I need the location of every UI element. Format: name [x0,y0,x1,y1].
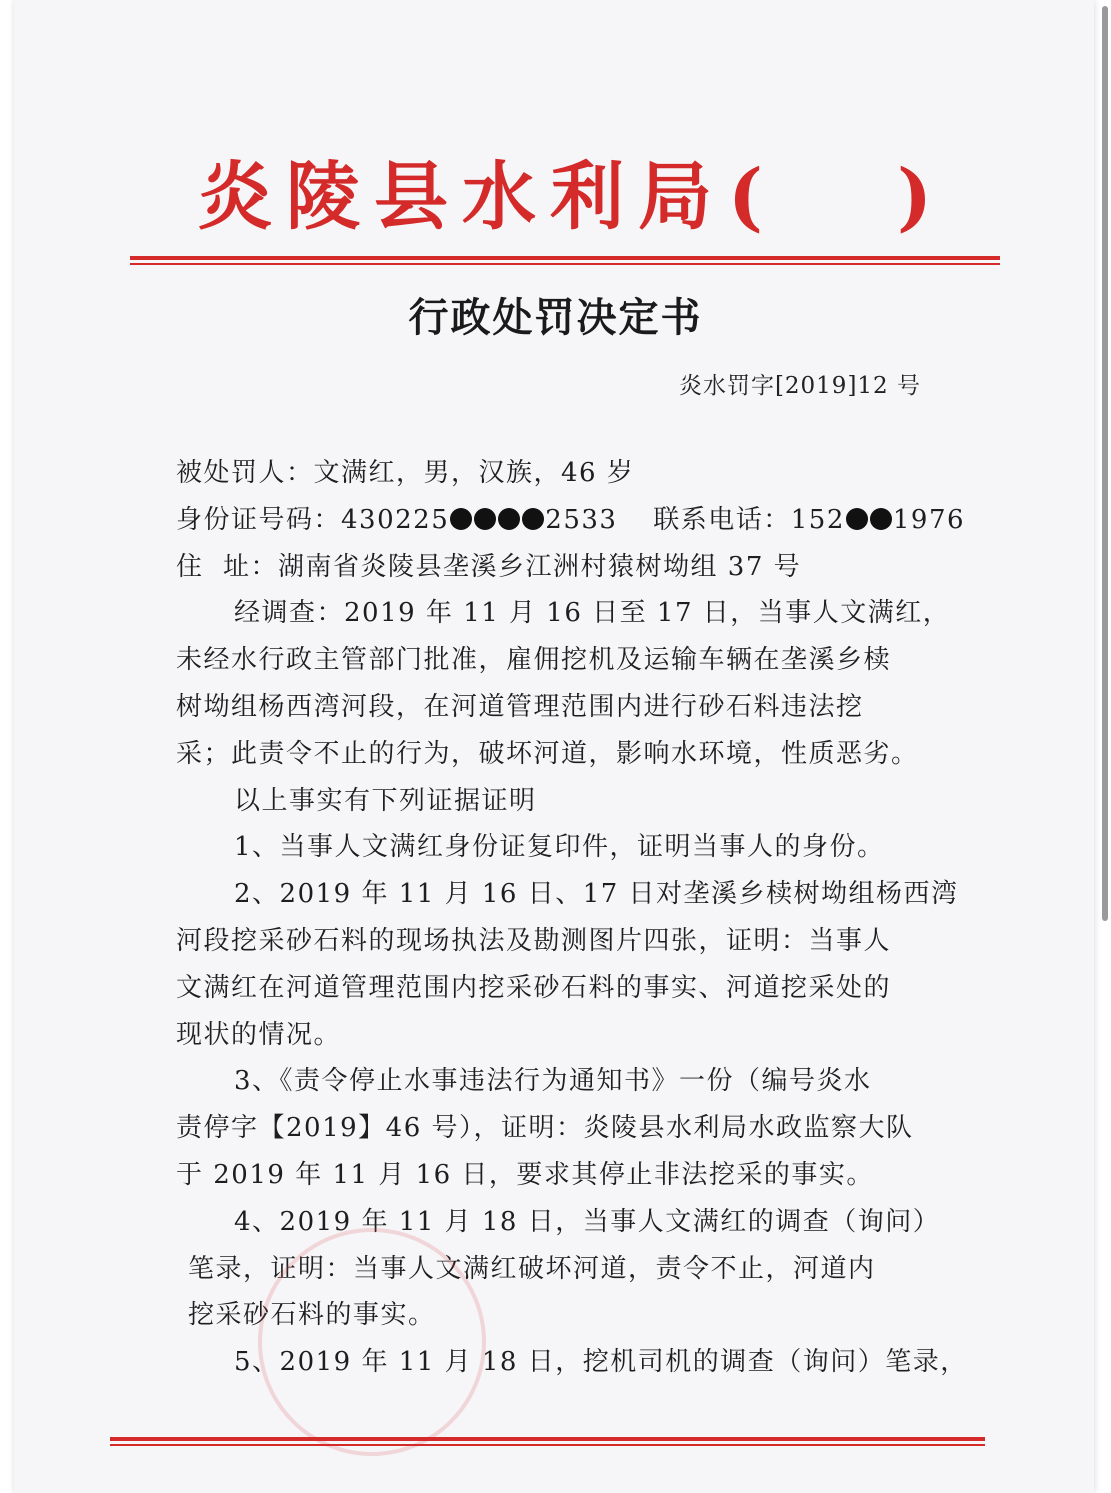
id-prefix: 430225 [341,504,450,535]
evidence-item-line: 河段挖采砂石料的现场执法及勘测图片四张，证明：当事人 [176,925,892,956]
redaction-dot [846,508,868,530]
evidence-item-line: 于 2019 年 11 月 16 日，要求其停止非法挖采的事实。 [176,1159,874,1190]
document-number: 炎水罚字[2019]12 号 [678,373,921,399]
document-body [176,450,968,1386]
footer-rule-thin [110,1444,985,1446]
evidence-item-line: 4、2019 年 11 月 18 日，当事人文满红的调查（询问） [234,1206,941,1237]
paragraph-line: 经调查：2019 年 11 月 16 日至 17 日，当事人文满红， [234,598,951,629]
evidence-item-line: 3、《责令停止水事违法行为通知书》一份（编号炎水 [234,1066,872,1097]
evidence-item-line: 现状的情况。 [176,1019,342,1050]
footer-rule-thick [110,1437,985,1441]
header-rule-thick [130,256,1000,260]
address-line: 住 址：湖南省炎陵县垄溪乡江洲村猿树坳组 37 号 [176,551,802,582]
paragraph-line: 树坳组杨西湾河段，在河道管理范围内进行砂石料违法挖 [176,691,864,722]
redaction-dot [450,508,472,530]
redaction-dot [498,508,520,530]
phone-suffix: 1976 [892,504,966,535]
paragraph-line: 采；此责令不止的行为，破坏河道，影响水环境，性质恶劣。 [176,738,919,769]
party-info-line: 被处罚人：文满红，男，汉族，46 岁 [176,458,635,488]
document-title: 行政处罚决定书 [408,295,703,341]
redaction-dot [522,508,544,530]
id-label: 身份证号码： [176,504,342,535]
phone-label: 联系电话： [653,504,791,535]
header-paren-close: ) [897,154,947,240]
id-phone-line [176,497,966,544]
id-suffix: 2533 [545,504,618,535]
phone-prefix: 152 [790,504,845,535]
evidence-item-line: 挖采砂石料的事实。 [188,1300,436,1331]
paragraph-line: 未经水行政主管部门批准，雇佣挖机及运输车辆在垄溪乡椟 [176,645,892,676]
evidence-item-line: 责停字【2019】46 号），证明：炎陵县水利局水政监察大队 [176,1113,914,1144]
agency-header [198,142,958,252]
scrollbar[interactable] [1102,6,1108,921]
evidence-item-line: 5、2019 年 11 月 18 日，挖机司机的调查（询问）笔录， [234,1347,968,1378]
header-paren-open: ( [728,154,778,240]
agency-name: 炎陵县水利局 [198,154,726,240]
evidence-item-line: 2、2019 年 11 月 16 日、17 日对垄溪乡椟树坳组杨西湾 [234,879,959,910]
header-rule-thin [130,263,1000,265]
evidence-item-line: 文满红在河道管理范围内挖采砂石料的事实、河道挖采处的 [176,972,892,1003]
paragraph-line: 以上事实有下列证据证明 [234,785,537,816]
redaction-dot [474,508,496,530]
redaction-dot [870,508,892,530]
evidence-item-line: 笔录，证明：当事人文满红破坏河道，责令不止，河道内 [188,1253,876,1284]
evidence-item-line: 1、当事人文满红身份证复印件，证明当事人的身份。 [234,832,885,863]
